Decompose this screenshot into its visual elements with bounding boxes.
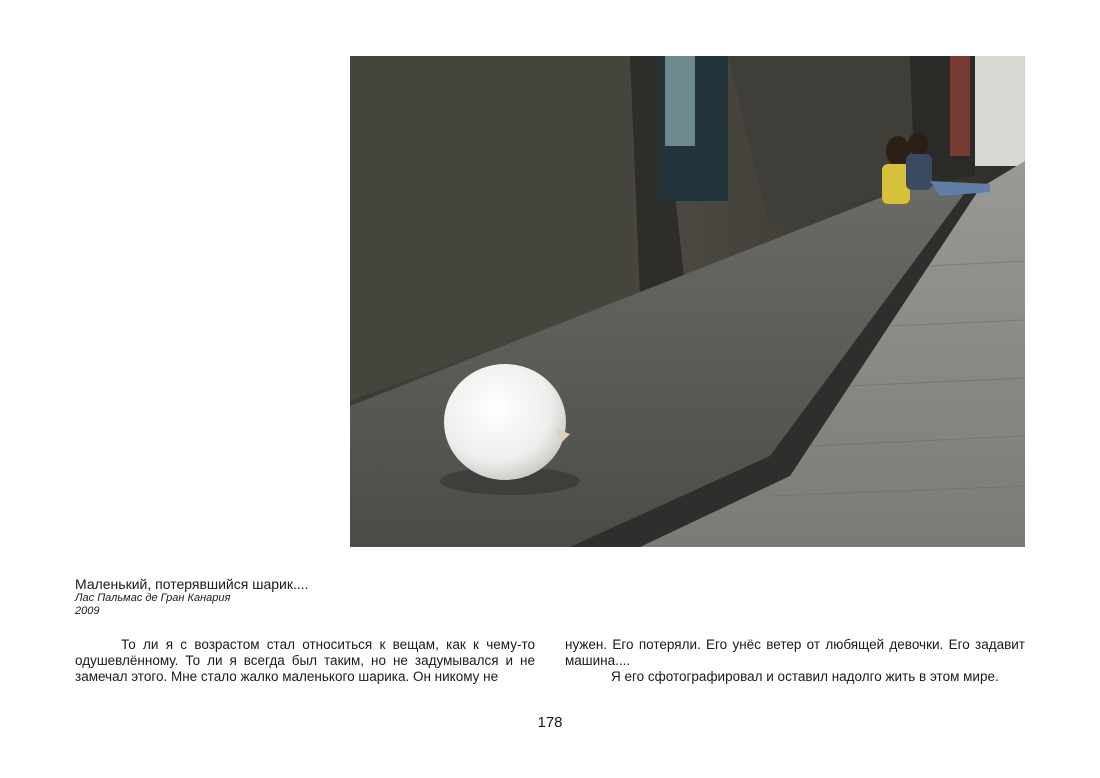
text-column-left xyxy=(75,637,535,685)
caption-title: Маленький, потерявшийся шарик.... xyxy=(75,576,309,592)
caption-place: Лас Пальмас де Гран Канария xyxy=(75,592,231,604)
text-column-right xyxy=(565,637,1025,685)
street-photo-balloon-icon xyxy=(350,56,1025,547)
photo-caption xyxy=(75,576,575,618)
street-photo xyxy=(350,56,1025,547)
caption-year: 2009 xyxy=(75,605,100,617)
paragraph: То ли я с возрастом стал относиться к вещам, как к чему-то одушевлённому. То ли я всегда был таким, но не задумывался и не замечал этого. Мне стало жалко маленького шарика. Он никому не xyxy=(75,637,535,684)
paragraph: Я его сфотографировал и оставил надолго жить в этом мире. xyxy=(611,669,999,684)
page-number: 178 xyxy=(537,714,563,731)
paragraph: нужен. Его потеряли. Его унёс ветер от любящей девочки. Его задавит машина.... xyxy=(565,637,1025,668)
